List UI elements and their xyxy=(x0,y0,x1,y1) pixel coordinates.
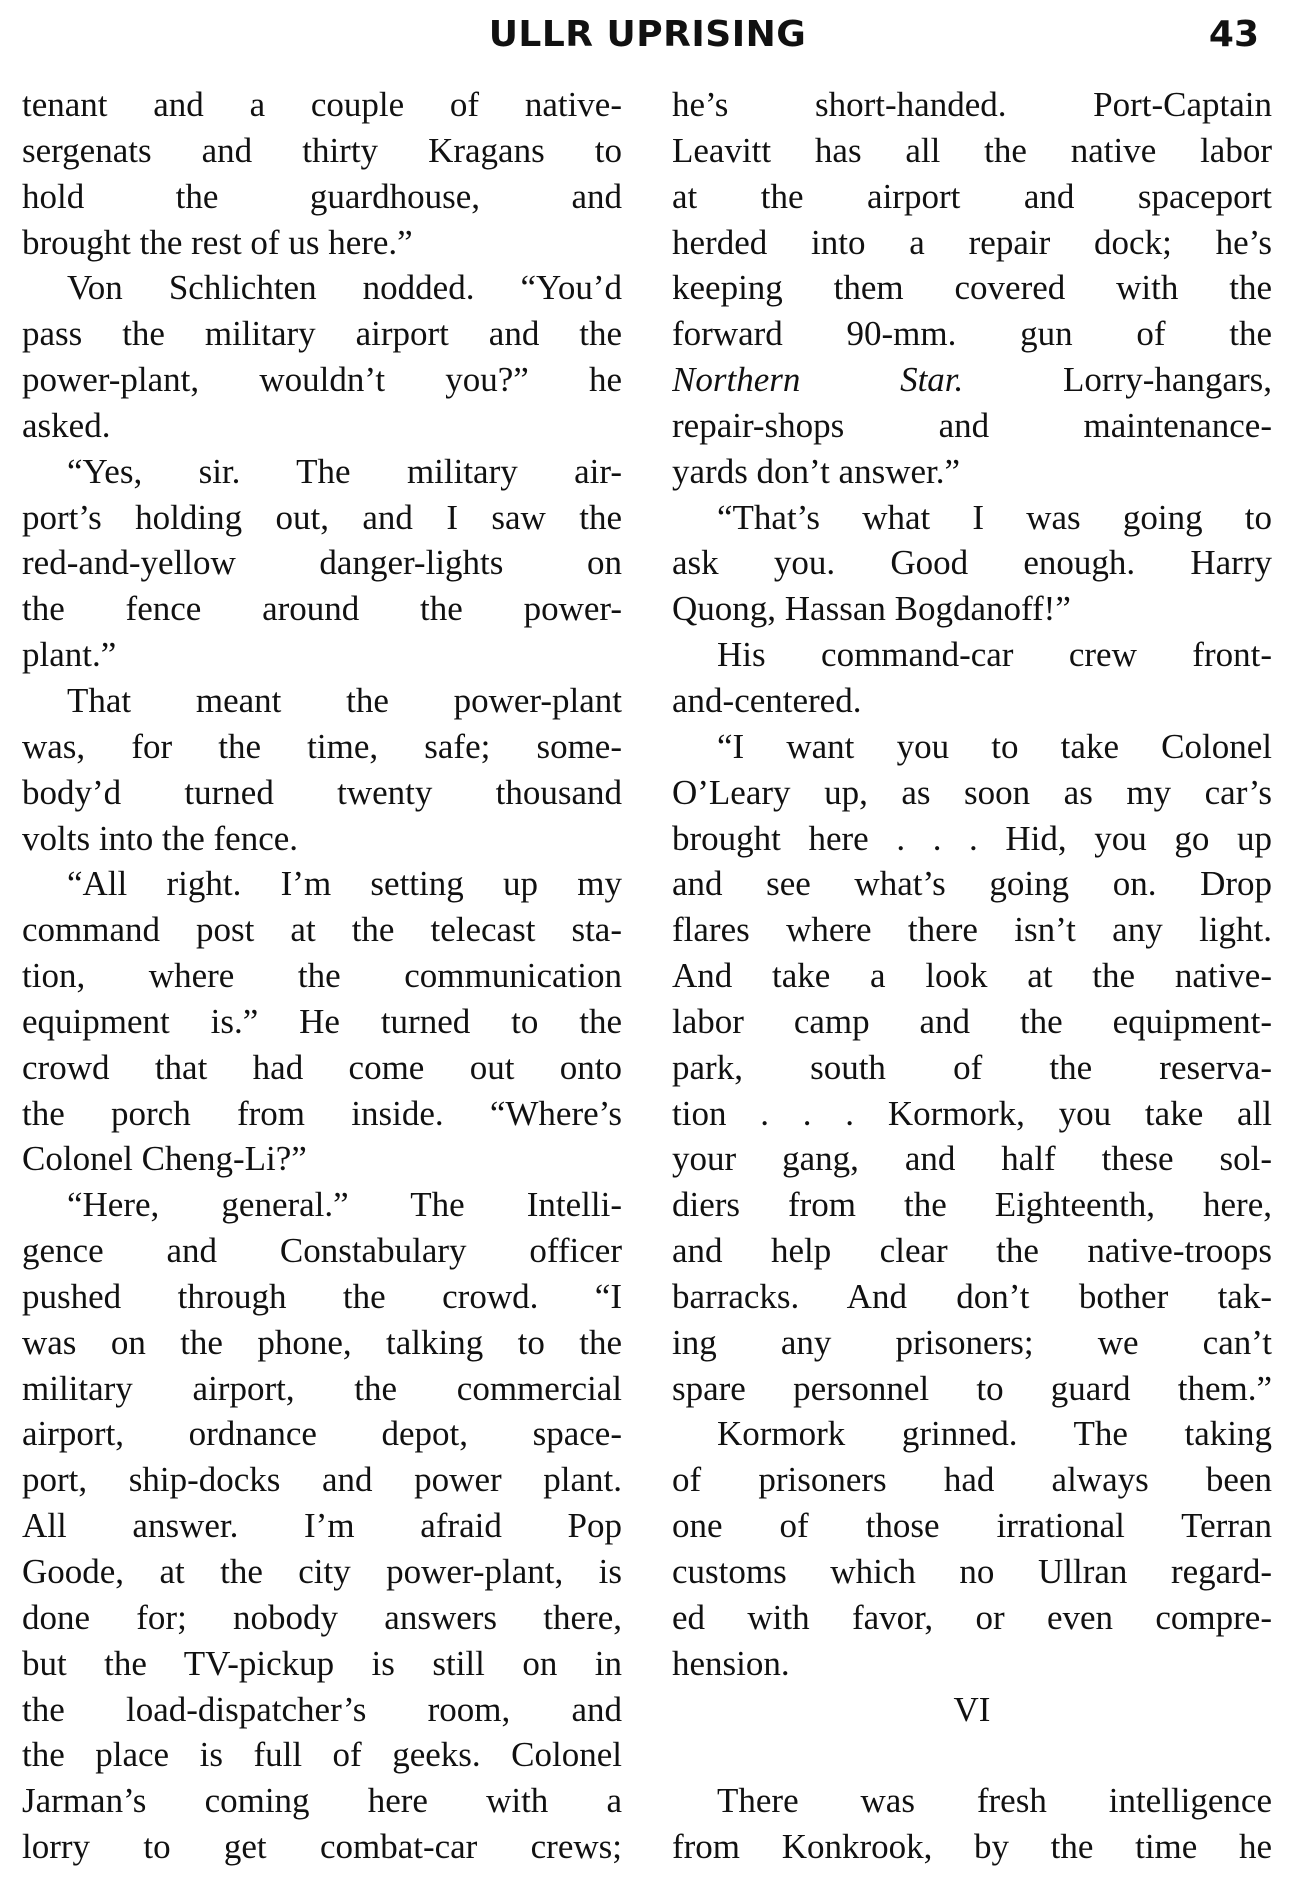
text-line: VI xyxy=(953,1689,991,1729)
text-line: There was fresh intelligence xyxy=(717,1781,1272,1821)
text-line: tenant and a couple of native- xyxy=(22,85,622,124)
text-line: ing any prisoners; we can’t xyxy=(672,1322,1272,1362)
text-line: repair-shops and maintenance- xyxy=(672,405,1272,445)
text-line: command post at the telecast sta- xyxy=(22,910,622,950)
text-line: “That’s what I was going to xyxy=(717,497,1272,537)
text-line: customs which no Ullran regard- xyxy=(672,1552,1272,1591)
text-line: hension. xyxy=(672,1643,790,1683)
text-line: “Here, general.” The Intelli- xyxy=(67,1185,622,1225)
text-line: hold the guardhouse, and xyxy=(22,176,622,216)
text-line: was on the phone, talking to the xyxy=(22,1322,622,1362)
text-line: and see what’s going on. Drop xyxy=(672,864,1272,904)
text-line: Quong, Hassan Bogdanoff!” xyxy=(672,589,1071,629)
text-line: ask you. Good enough. Harry xyxy=(672,543,1272,583)
text-line: spare personnel to guard them.” xyxy=(672,1368,1272,1408)
text-line: And take a look at the native- xyxy=(672,956,1272,996)
text-line: power-plant, wouldn’t you?” he xyxy=(22,360,622,400)
text-line: All answer. I’m afraid Pop xyxy=(22,1506,622,1546)
text-line: crowd that had come out onto xyxy=(22,1047,622,1087)
text-line: diers from the Eighteenth, here, xyxy=(672,1185,1272,1225)
text-line: sergenats and thirty Kragans to xyxy=(22,130,622,170)
text-line: was, for the time, safe; some- xyxy=(22,726,622,766)
text-line: red-and-yellow danger-lights on xyxy=(22,543,622,583)
text-line: Colonel Cheng-Li?” xyxy=(22,1139,307,1179)
text-line: pushed through the crowd. “I xyxy=(22,1276,622,1316)
ship-name: Northern Star. xyxy=(672,360,964,400)
left-column xyxy=(22,82,622,1870)
text-line: His command-car crew front- xyxy=(717,635,1272,675)
text-line: the place is full of geeks. Colonel xyxy=(22,1735,622,1775)
text-line: “I want you to take Colonel xyxy=(717,726,1272,766)
text-line: plant.” xyxy=(22,635,117,675)
text-line: airport, ordnance depot, space- xyxy=(22,1414,622,1454)
text-line: park, south of the reserva- xyxy=(672,1047,1272,1087)
text-line: “All right. I’m setting up my xyxy=(67,864,622,904)
text-line: port, ship-docks and power plant. xyxy=(22,1460,622,1500)
text-line: tion . . . Kormork, you take all xyxy=(672,1093,1272,1133)
text-line: pass the military airport and the xyxy=(22,314,622,354)
text-line: tion, where the communication xyxy=(22,956,622,996)
text-line: port’s holding out, and I saw the xyxy=(22,497,622,537)
text-line: he’s short-handed. Port-Captain xyxy=(672,85,1272,124)
text-line: Jarman’s coming here with a xyxy=(22,1781,622,1821)
text-line xyxy=(672,1732,1272,1778)
page-header xyxy=(0,8,1295,60)
running-head: ULLR UPRISING xyxy=(488,14,807,55)
text-line: yards don’t answer.” xyxy=(672,451,961,491)
text-line: asked. xyxy=(22,405,111,445)
right-column xyxy=(672,82,1272,1870)
text-line: equipment is.” He turned to the xyxy=(22,1001,622,1041)
text-line: Leavitt has all the native labor xyxy=(672,130,1272,170)
text-line: Kormork grinned. The taking xyxy=(717,1414,1272,1454)
text-line: military airport, the commercial xyxy=(22,1368,622,1408)
text-line: of prisoners had always been xyxy=(672,1460,1272,1500)
text-line: flares where there isn’t any light. xyxy=(672,910,1272,950)
text-line: brought the rest of us here.” xyxy=(22,222,413,262)
text-line: one of those irrational Terran xyxy=(672,1506,1272,1546)
text-line: but the TV-pickup is still on in xyxy=(22,1643,622,1683)
text-line: ed with favor, or even compre- xyxy=(672,1597,1272,1637)
text-line: herded into a repair dock; he’s xyxy=(672,222,1272,262)
text-line: the fence around the power- xyxy=(22,589,622,629)
text-line: gence and Constabulary officer xyxy=(22,1231,622,1271)
text-line: from Konkrook, by the time he xyxy=(672,1827,1272,1867)
text-line: O’Leary up, as soon as my car’s xyxy=(672,772,1272,812)
text-line: and help clear the native-troops xyxy=(672,1231,1272,1271)
text-line: the porch from inside. “Where’s xyxy=(22,1093,622,1133)
text-line: done for; nobody answers there, xyxy=(22,1597,622,1637)
text-line: forward 90-mm. gun of the xyxy=(672,314,1272,354)
text-line: volts into the fence. xyxy=(22,818,299,858)
text-line: lorry to get combat-car crews; xyxy=(22,1827,622,1867)
text-line: and-centered. xyxy=(672,680,862,720)
text-line: your gang, and half these sol- xyxy=(672,1139,1272,1179)
text-line: Northern Star. Lorry-hangars, xyxy=(672,360,1272,400)
text-line: Goode, at the city power-plant, is xyxy=(22,1552,622,1591)
text-line: labor camp and the equipment- xyxy=(672,1001,1272,1041)
text-line: “Yes, sir. The military air- xyxy=(67,451,622,491)
text-line: Von Schlichten nodded. “You’d xyxy=(67,268,622,308)
page-number: 43 xyxy=(1208,14,1259,55)
text-line: That meant the power-plant xyxy=(67,680,622,720)
text-line: body’d turned twenty thousand xyxy=(22,772,622,812)
text-line: brought here . . . Hid, you go up xyxy=(672,818,1272,858)
text-line: barracks. And don’t bother tak- xyxy=(672,1276,1272,1316)
text-line: keeping them covered with the xyxy=(672,268,1272,308)
text-line: at the airport and spaceport xyxy=(672,176,1272,216)
text-line: the load-dispatcher’s room, and xyxy=(22,1689,622,1729)
